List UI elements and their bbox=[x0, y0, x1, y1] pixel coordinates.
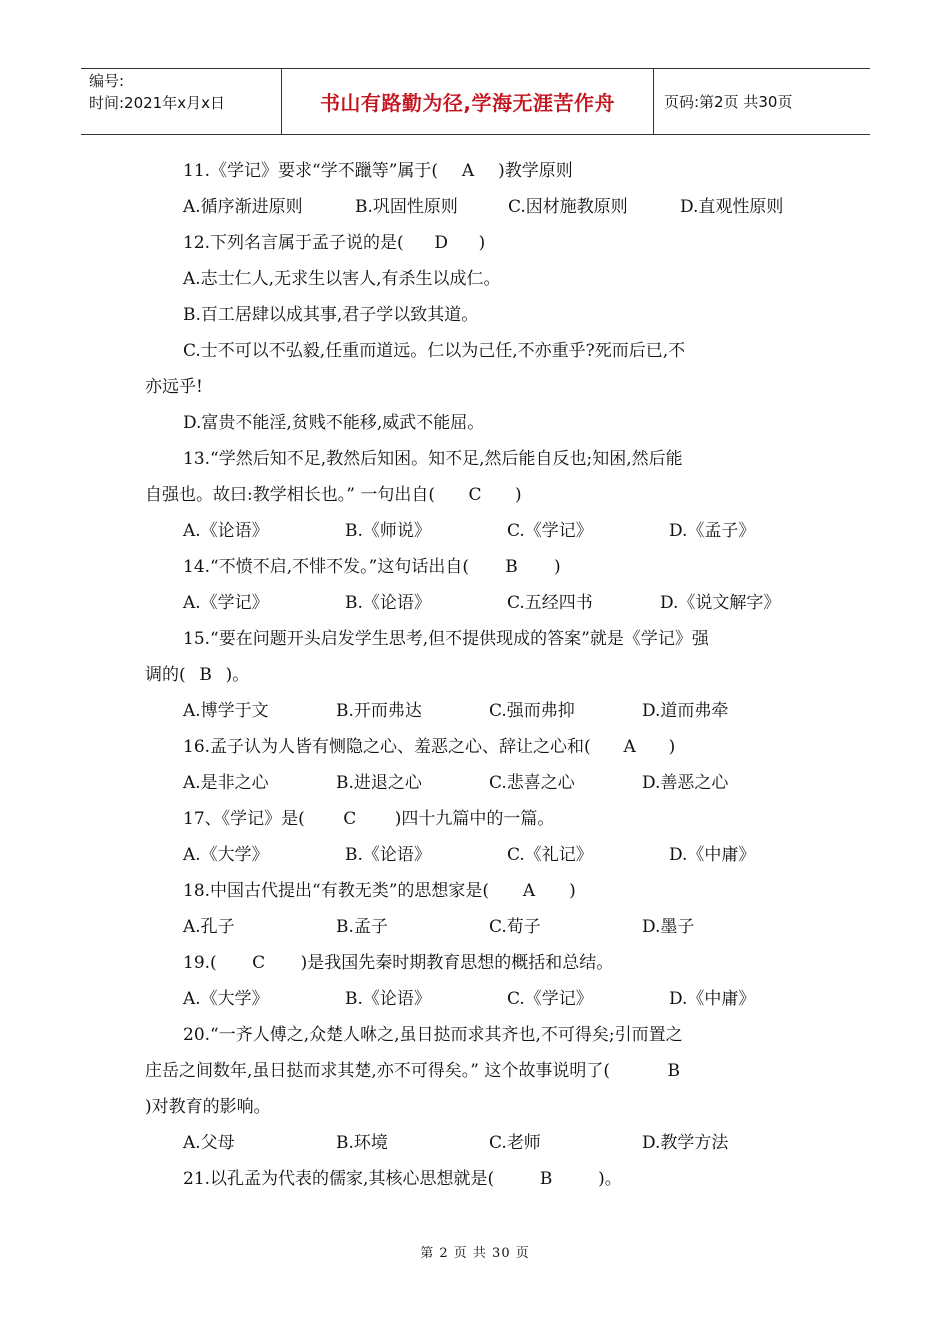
options-17 bbox=[145, 837, 810, 873]
option: D.《说文解字》 bbox=[660, 593, 781, 613]
option: A.《学记》 bbox=[183, 593, 269, 613]
option: C.《学记》 bbox=[507, 521, 593, 541]
question-list bbox=[145, 153, 810, 1197]
options-14 bbox=[145, 585, 810, 621]
option: A.循序渐进原则 bbox=[183, 197, 303, 217]
option: D.墨子 bbox=[642, 917, 695, 937]
option: B.巩固性原则 bbox=[355, 197, 458, 217]
question-20-line3: )对教育的影响。 bbox=[145, 1097, 271, 1117]
option: A.孔子 bbox=[183, 917, 235, 937]
option: C.悲喜之心 bbox=[489, 773, 575, 793]
option: A.《论语》 bbox=[183, 521, 269, 541]
answer-12: D bbox=[434, 233, 448, 253]
answer-13: C bbox=[468, 485, 482, 505]
option: D.直观性原则 bbox=[680, 197, 784, 217]
question-16: 16.孟子认为人皆有恻隐之心、羞恶之心、辞让之心和( A ) bbox=[145, 729, 810, 765]
option: C.《学记》 bbox=[507, 989, 593, 1009]
option-12-d: D.富贵不能淫,贫贱不能移,威武不能屈。 bbox=[183, 413, 485, 433]
question-19: 19.( C )是我国先秦时期教育思想的概括和总结。 bbox=[145, 945, 810, 981]
answer-20: B bbox=[667, 1061, 681, 1081]
option-12-a: A.志士仁人,无求生以害人,有杀生以成仁。 bbox=[183, 269, 501, 289]
option: D.教学方法 bbox=[642, 1133, 729, 1153]
question-17: 17、《学记》是( C )四十九篇中的一篇。 bbox=[145, 801, 810, 837]
option: D.《中庸》 bbox=[669, 989, 756, 1009]
header-page-label: 页码:第2页 共30页 bbox=[664, 93, 793, 111]
option: B.《论语》 bbox=[345, 989, 431, 1009]
option: D.道而弗牵 bbox=[642, 701, 729, 721]
option: A.《大学》 bbox=[183, 989, 269, 1009]
option-12-c: C.士不可以不弘毅,任重而道远。仁以为己任,不亦重乎?死而后已,不 bbox=[183, 341, 686, 361]
answer-21: B bbox=[539, 1169, 553, 1189]
option: C.强而弗抑 bbox=[489, 701, 575, 721]
option: B.《师说》 bbox=[345, 521, 431, 541]
option: B.开而弗达 bbox=[336, 701, 422, 721]
options-11 bbox=[145, 189, 810, 225]
option-12-c-cont: 亦远乎! bbox=[145, 377, 203, 397]
time-label: 时间:2021年x月x日 bbox=[89, 94, 225, 112]
question-11: 11.《学记》要求“学不躐等”属于( A )教学原则 bbox=[145, 153, 810, 189]
question-21: 21.以孔孟为代表的儒家,其核心思想就是( B )。 bbox=[145, 1161, 810, 1197]
option: D.善恶之心 bbox=[642, 773, 729, 793]
option: D.《中庸》 bbox=[669, 845, 756, 865]
question-15-line2: 调的( B )。 bbox=[145, 657, 810, 693]
answer-14: B bbox=[505, 557, 518, 577]
question-15-line1: 15.“要在问题开头启发学生思考,但不提供现成的答案”就是《学记》强 bbox=[183, 629, 709, 649]
answer-19: C bbox=[252, 953, 266, 973]
option: A.博学于文 bbox=[183, 701, 269, 721]
options-19 bbox=[145, 981, 810, 1017]
option: A.《大学》 bbox=[183, 845, 269, 865]
option-12-b: B.百工居肆以成其事,君子学以致其道。 bbox=[183, 305, 479, 325]
option: A.父母 bbox=[183, 1133, 235, 1153]
answer-15: B bbox=[199, 665, 212, 685]
question-20-line2: 庄岳之间数年,虽日挞而求其楚,亦不可得矣。” 这个故事说明了( B bbox=[145, 1053, 810, 1089]
page-header bbox=[81, 68, 870, 135]
option: A.是非之心 bbox=[183, 773, 269, 793]
header-meta bbox=[81, 68, 281, 135]
option: D.《孟子》 bbox=[669, 521, 756, 541]
header-bottom-rule bbox=[81, 134, 870, 135]
option: B.环境 bbox=[336, 1133, 388, 1153]
page-footer: 第 2 页 共 30 页 bbox=[420, 1246, 530, 1261]
answer-17: C bbox=[343, 809, 357, 829]
option: C.《礼记》 bbox=[507, 845, 593, 865]
option: B.孟子 bbox=[336, 917, 388, 937]
question-12: 12.下列名言属于孟子说的是( D ) bbox=[145, 225, 810, 261]
question-13-line1: 13.“学然后知不足,教然后知困。知不足,然后能自反也;知困,然后能 bbox=[183, 449, 683, 469]
option: C.因材施教原则 bbox=[508, 197, 628, 217]
answer-16: A bbox=[623, 737, 636, 757]
answer-18: A bbox=[522, 881, 536, 901]
header-top-rule bbox=[81, 68, 870, 69]
option: C.老师 bbox=[489, 1133, 541, 1153]
options-16 bbox=[145, 765, 810, 801]
option: C.荀子 bbox=[489, 917, 541, 937]
number-label: 编号: bbox=[89, 72, 125, 90]
options-20 bbox=[145, 1125, 810, 1161]
options-15 bbox=[145, 693, 810, 729]
options-13 bbox=[145, 513, 810, 549]
option: B.进退之心 bbox=[336, 773, 422, 793]
option: C.五经四书 bbox=[507, 593, 593, 613]
options-18 bbox=[145, 909, 810, 945]
header-motto: 书山有路勤为径,学海无涯苦作舟 bbox=[281, 68, 654, 135]
question-20-line1: 20.“一齐人傅之,众楚人咻之,虽日挞而求其齐也,不可得矣;引而置之 bbox=[183, 1025, 683, 1045]
question-13-line2: 自强也。故曰:教学相长也。” 一句出自( C ) bbox=[145, 477, 810, 513]
option: B.《论语》 bbox=[345, 593, 431, 613]
question-14: 14.“不愤不启,不悱不发。”这句话出自( B ) bbox=[145, 549, 810, 585]
question-18: 18.中国古代提出“有教无类”的思想家是( A ) bbox=[145, 873, 810, 909]
answer-11: A bbox=[461, 161, 475, 181]
option: B.《论语》 bbox=[345, 845, 431, 865]
